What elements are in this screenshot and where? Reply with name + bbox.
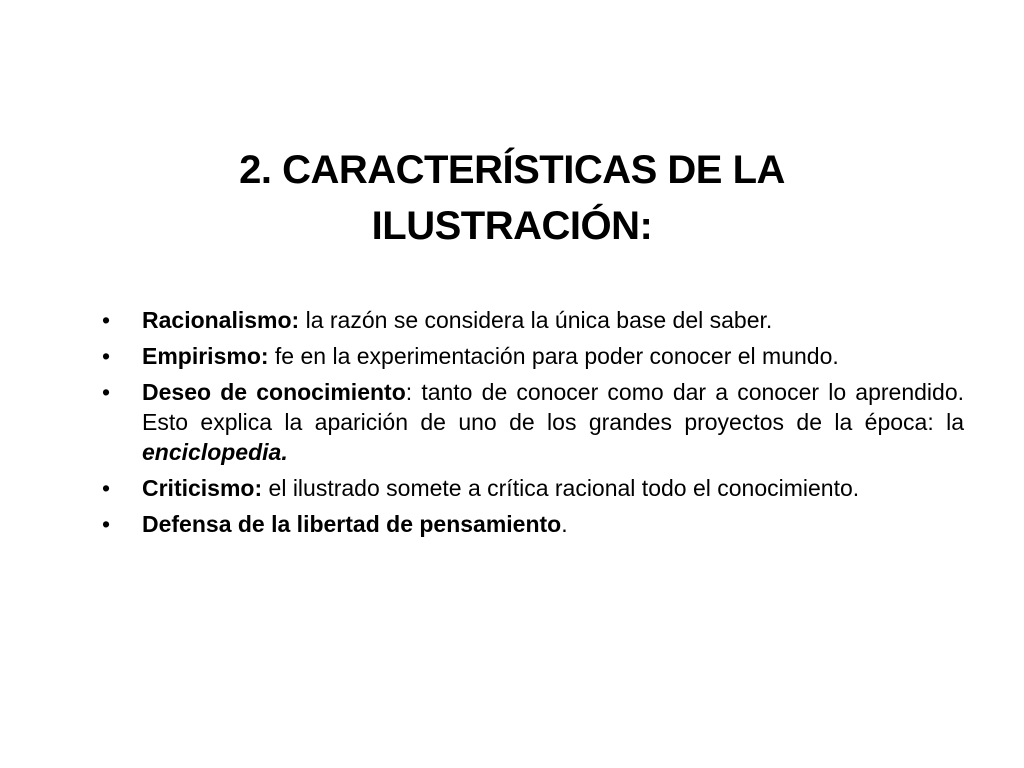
bullet-text: fe en la experimentación para poder conocer el mundo. xyxy=(268,343,839,369)
bullet-item-deseo-de-conocimiento xyxy=(102,377,964,467)
bullet-text: el ilustrado somete a crítica racional todo el conocimiento. xyxy=(262,475,860,501)
bullet-term: Racionalismo: xyxy=(142,307,300,333)
bullet-text: . xyxy=(561,511,568,537)
bullet-term: Empirismo: xyxy=(142,343,269,369)
bullet-text: la razón se considera la única base del saber. xyxy=(299,307,773,333)
slide-title-line-1: 2. CARACTERÍSTICAS DE LA xyxy=(239,148,785,192)
slide-title xyxy=(120,142,904,254)
slide-title-line-2: ILUSTRACIÓN: xyxy=(371,204,653,248)
bullet-item-racionalismo xyxy=(102,305,964,335)
bullet-term: Defensa de la libertad de pensamiento xyxy=(142,511,562,537)
bullet-icon: • xyxy=(102,511,111,537)
bullet-icon: • xyxy=(102,307,111,333)
bullet-text: : tanto de conocer como dar a conocer lo aprendido. Esto explica la aparición de uno de los grandes proyectos de la época: la xyxy=(142,379,964,435)
bullet-item-defensa-libertad xyxy=(102,509,964,539)
bullet-icon: • xyxy=(102,343,111,369)
bullet-item-empirismo xyxy=(102,341,964,371)
bullet-list xyxy=(102,305,964,545)
bullet-icon: • xyxy=(102,475,111,501)
bullet-term: Deseo de conocimiento xyxy=(142,379,406,405)
bullet-term: Criticismo: xyxy=(142,475,263,501)
bullet-item-criticismo xyxy=(102,473,964,503)
bullet-icon: • xyxy=(102,379,111,405)
bullet-emphasis: enciclopedia. xyxy=(142,439,288,465)
